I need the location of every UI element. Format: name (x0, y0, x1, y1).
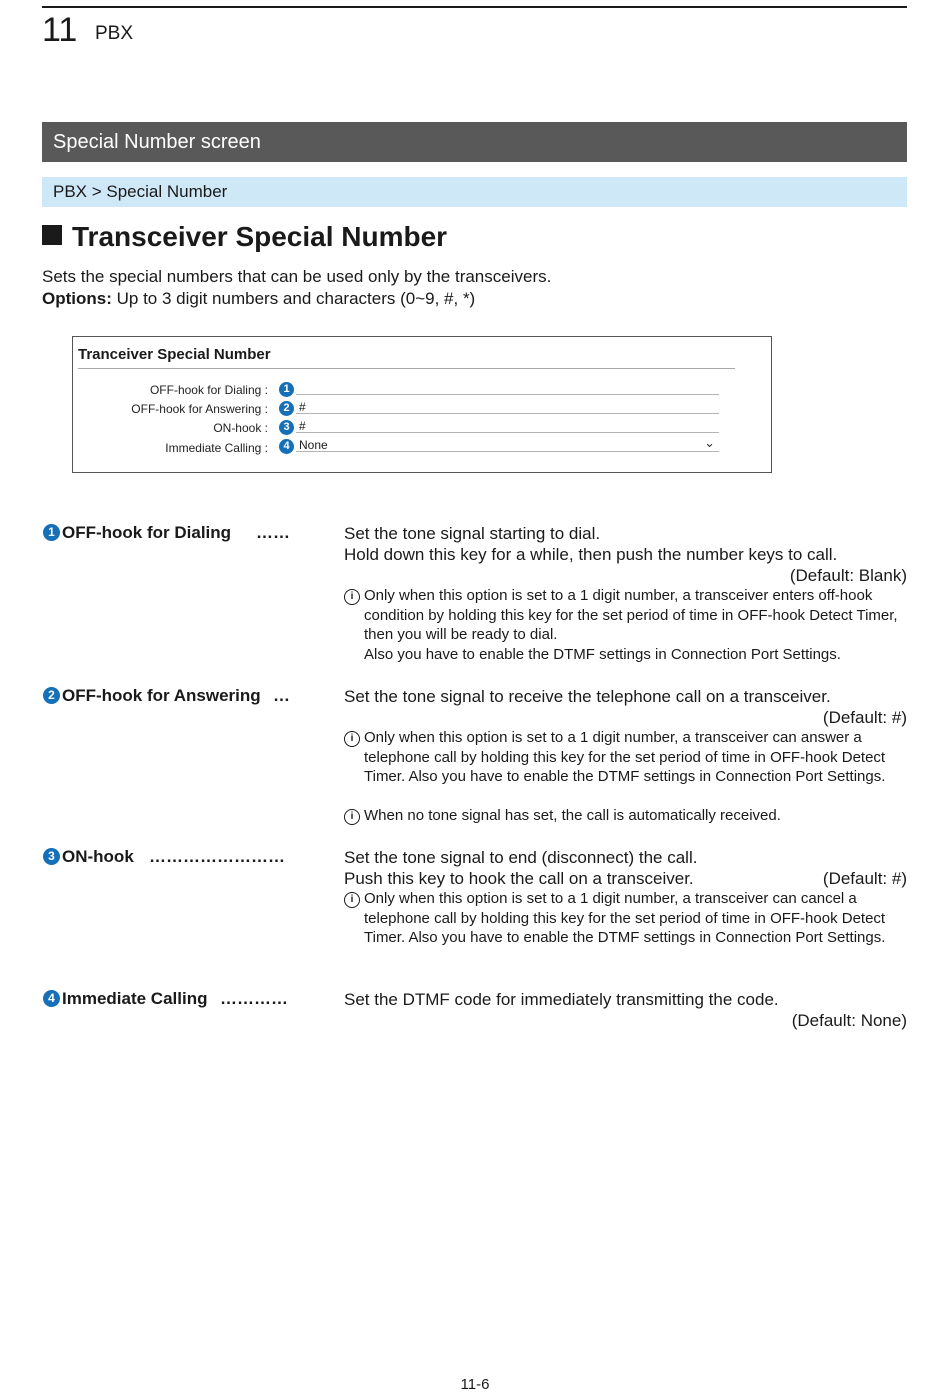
menu-path-bar: PBX > Special Number (42, 177, 907, 207)
options-line (42, 288, 475, 310)
leader-dots: … (273, 686, 290, 705)
item-description: Push this key to hook the call on a transceiver. (344, 869, 694, 888)
intro-line: Sets the special numbers that can be used only by the transceivers. (42, 267, 552, 286)
header-rule (42, 6, 907, 8)
field-label-immediate-calling: Immediate Calling : (165, 441, 268, 455)
item-badge: 2 (43, 687, 60, 704)
item-description: Set the DTMF code for immediately transmitting the code. (344, 990, 779, 1009)
info-icon: i (344, 809, 360, 825)
onhook-input[interactable]: # (296, 419, 719, 433)
note-text: Only when this option is set to a 1 digit number, a transceiver can cancel a telephone call by holding this key for the set period of time in OFF-hook Detect Timer. Also you have to enable the DTMF settings in Connection Port Settings. (364, 890, 886, 946)
immediate-calling-select[interactable] (296, 435, 719, 452)
callout-badge: 4 (279, 439, 294, 454)
note-text: Only when this option is set to a 1 digit number, a transceiver can answer a telephone call by holding this key for the set period of time in OFF-hook Detect Timer. Also you have to enable the DTMF settings in Connection Port Settings. (364, 729, 886, 785)
leader-dots: …………………… (149, 847, 285, 866)
note-text (364, 586, 909, 664)
immediate-calling-value: None (299, 438, 328, 452)
leader-dots: ………… (220, 989, 288, 1008)
chapter-number: 11 (42, 11, 78, 49)
panel-title: Tranceiver Special Number (78, 346, 271, 363)
panel-divider (78, 368, 735, 369)
callout-badge: 2 (279, 401, 294, 416)
info-icon: i (344, 892, 360, 908)
field-label-offhook-answering: OFF-hook for Answering : (131, 402, 268, 416)
note-text: When no tone signal has set, the call is automatically received. (364, 807, 781, 824)
item-badge: 3 (43, 848, 60, 865)
default-value: (Default: #) (822, 869, 907, 888)
item-badge: 4 (43, 990, 60, 1007)
leader-dots: …… (256, 523, 290, 542)
screen-title-bar: Special Number screen (42, 122, 907, 162)
default-value: (Default: #) (822, 708, 907, 727)
section-title (42, 220, 447, 254)
callout-badge: 1 (279, 382, 294, 397)
square-bullet-icon (42, 225, 62, 245)
settings-screenshot (72, 336, 772, 473)
info-icon: i (344, 731, 360, 747)
item-description: Set the tone signal to end (disconnect) the call. (344, 848, 698, 867)
item-label: ON-hook (62, 847, 134, 866)
item-description: Set the tone signal starting to dial. (344, 524, 601, 543)
options-text: Up to 3 digit numbers and characters (0~9, #, *) (111, 289, 476, 308)
item-description: Set the tone signal to receive the telephone call on a transceiver. (344, 687, 831, 706)
note-body: Also you have to enable the DTMF settings in Connection Port Settings. (364, 645, 841, 663)
field-label-offhook-dialing: OFF-hook for Dialing : (149, 383, 268, 397)
callout-badge: 3 (279, 420, 294, 435)
note-body: Only when this option is set to a 1 digit number, a transceiver enters off-hook condition by holding this key for the set period of time in OFF-hook Detect Timer, then you will be ready to dial. (364, 587, 898, 643)
default-value: (Default: None) (791, 1011, 907, 1030)
item-label: OFF-hook for Answering (62, 686, 261, 705)
default-value: (Default: Blank) (789, 566, 907, 585)
field-label-onhook: ON-hook : (213, 421, 268, 435)
item-label: Immediate Calling (62, 989, 208, 1008)
options-label: Options: (42, 289, 112, 308)
chevron-down-icon: ⌄ (704, 435, 715, 450)
item-badge: 1 (43, 524, 60, 541)
offhook-dialing-input[interactable] (296, 381, 719, 395)
chapter-title: PBX (95, 23, 134, 44)
offhook-answering-input[interactable]: # (296, 400, 719, 414)
item-label: OFF-hook for Dialing (62, 523, 232, 542)
info-icon: i (344, 589, 360, 605)
page-number: 11-6 (460, 1376, 490, 1393)
item-description: Hold down this key for a while, then push the number keys to call. (344, 545, 838, 564)
section-title-text: Transceiver Special Number (72, 221, 448, 252)
